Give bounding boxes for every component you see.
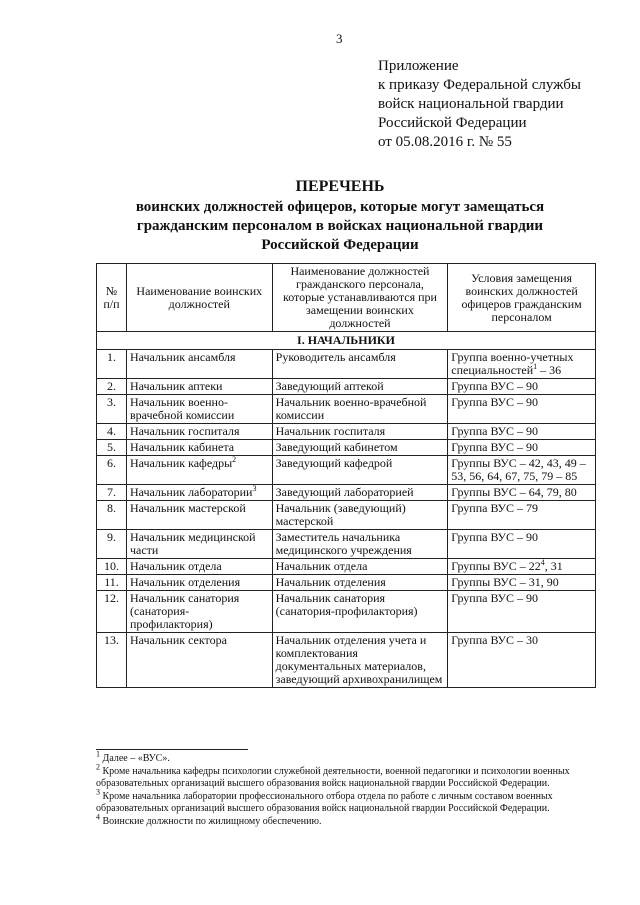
row-conditions: Группы ВУС – 64, 79, 80 [448, 485, 596, 501]
row-number: 13. [97, 633, 127, 688]
row-number: 4. [97, 424, 127, 440]
row-position: Начальник аптеки [126, 379, 272, 395]
title-main: ПЕРЕЧЕНЬ [295, 178, 385, 195]
row-conditions: Группа ВУС – 90 [448, 379, 596, 395]
footnote-divider [96, 749, 248, 750]
row-conditions: Группа ВУС – 90 [448, 440, 596, 456]
row-position: Начальник кафедры$^2$ [126, 456, 272, 485]
appendix-header [378, 57, 581, 152]
row-number: 11. [97, 575, 127, 591]
positions-table [96, 263, 596, 688]
appendix-line: Приложение [378, 58, 459, 74]
table-header-row [97, 264, 596, 332]
row-civil: Начальник отделения учета и комплектования документальных материалов, заведующий архивохранилищем [272, 633, 448, 688]
table-row [97, 350, 596, 379]
row-number: 2. [97, 379, 127, 395]
table-row [97, 501, 596, 530]
page-number: 3 [336, 31, 343, 46]
row-civil: Заведующий кафедрой [272, 456, 448, 485]
row-conditions: Группа ВУС – 90 [448, 530, 596, 559]
row-position: Начальник отдела [126, 559, 272, 575]
document-title [100, 177, 580, 255]
row-position: Начальник мастерской [126, 501, 272, 530]
row-number: 5. [97, 440, 127, 456]
row-conditions: Группа ВУС – 90 [448, 424, 596, 440]
row-position: Начальник медицинской части [126, 530, 272, 559]
row-civil: Начальник санатория (санатория-профилактория) [272, 591, 448, 633]
row-conditions: Группа ВУС – 90 [448, 591, 596, 633]
table-row [97, 440, 596, 456]
row-civil: Начальник военно-врачебной комиссии [272, 395, 448, 424]
appendix-line: войск национальной гвардии [378, 96, 564, 112]
row-civil: Начальник отдела [272, 559, 448, 575]
row-number: 3. [97, 395, 127, 424]
row-civil: Руководитель ансамбля [272, 350, 448, 379]
table-row [97, 485, 596, 501]
title-line: Российской Федерации [261, 237, 419, 253]
footnote-4: $^4$ Воинские должности по жилищному обеспечению. [96, 812, 322, 827]
title-line: воинских должностей офицеров, которые могут замещаться [135, 199, 545, 215]
table-row [97, 575, 596, 591]
section-row [97, 332, 596, 350]
row-civil: Заведующий лабораторией [272, 485, 448, 501]
row-position: Начальник отделения [126, 575, 272, 591]
row-conditions: Группа ВУС – 90 [448, 395, 596, 424]
table-row [97, 530, 596, 559]
table-row [97, 591, 596, 633]
row-civil: Начальник отделения [272, 575, 448, 591]
row-position: Начальник военно-врачебной комиссии [126, 395, 272, 424]
table-row [97, 379, 596, 395]
row-position: Начальник лаборатории$^3$ [126, 485, 272, 501]
table-row [97, 633, 596, 688]
row-conditions: Группы ВУС – 42, 43, 49 – 53, 56, 64, 67, 75, 79 – 85 [448, 456, 596, 485]
table-row [97, 559, 596, 575]
appendix-date: от 05.08.2016 г. № 55 [378, 134, 512, 150]
table-row [97, 456, 596, 485]
header-civil: Наименование должностей гражданского персонала, которые устанавливаются при замещении воинских должностей [272, 264, 448, 332]
footnotes [96, 749, 596, 829]
table-row [97, 424, 596, 440]
row-number: 7. [97, 485, 127, 501]
footnote-2: $^2$ Кроме начальника кафедры психологии служебной деятельности, военной педагогики и психологии военных образовательных организаций высшего образования войск национальной гвардии Российской Федерации. [96, 762, 570, 789]
header-conditions: Условия замещения воинских должностей офицеров гражданским персоналом [448, 264, 596, 332]
row-number: 10. [97, 559, 127, 575]
row-position: Начальник сектора [126, 633, 272, 688]
row-position: Начальник санатория (санатория-профилактория) [126, 591, 272, 633]
row-number: 6. [97, 456, 127, 485]
appendix-line: к приказу Федеральной службы [378, 77, 582, 93]
row-civil: Заведующий аптекой [272, 379, 448, 395]
row-conditions: Группа военно-учетных специальностей$^1$ – 36 [448, 350, 596, 379]
row-number: 12. [97, 591, 127, 633]
section-title: I. НАЧАЛЬНИКИ [97, 332, 596, 350]
row-position: Начальник ансамбля [126, 350, 272, 379]
row-number: 8. [97, 501, 127, 530]
row-conditions: Группы ВУС – 31, 90 [448, 575, 596, 591]
row-civil: Начальник госпиталя [272, 424, 448, 440]
row-conditions: Группы ВУС – $22^4$, 31 [448, 559, 596, 575]
row-civil: Заведующий кабинетом [272, 440, 448, 456]
footnote-1: $^1$ Далее – «ВУС». [96, 749, 170, 764]
row-civil: Заместитель начальника медицинского учреждения [272, 530, 448, 559]
row-conditions: Группа ВУС – 79 [448, 501, 596, 530]
row-position: Начальник кабинета [126, 440, 272, 456]
row-number: 9. [97, 530, 127, 559]
footnote-3: $^3$ Кроме начальника лаборатории профессионального отбора отдела по работе с личным составом военных образовательных организаций высшего образования войск национальной гвардии Российской Федерации. [96, 787, 553, 814]
row-position: Начальник госпиталя [126, 424, 272, 440]
header-position: Наименование воинских должностей [126, 264, 272, 332]
header-num: № п/п [97, 264, 127, 332]
table-row [97, 395, 596, 424]
title-line: гражданским персоналом в войсках национальной гвардии [136, 218, 544, 234]
row-civil: Начальник (заведующий) мастерской [272, 501, 448, 530]
row-conditions: Группа ВУС – 30 [448, 633, 596, 688]
row-number: 1. [97, 350, 127, 379]
appendix-line: Российской Федерации [378, 115, 527, 131]
